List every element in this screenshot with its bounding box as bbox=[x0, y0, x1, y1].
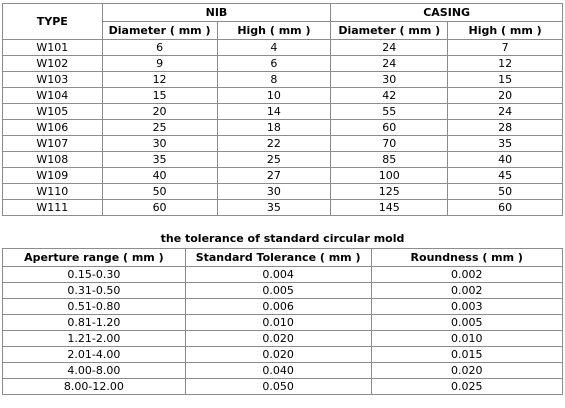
cell-range: 4.00-8.00 bbox=[3, 363, 186, 379]
cell-cas-d: 85 bbox=[331, 152, 448, 168]
cell-tolerance: 0.004 bbox=[185, 267, 371, 283]
cell-cas-d: 30 bbox=[331, 72, 448, 88]
cell-nib-d: 25 bbox=[102, 120, 217, 136]
cell-nib-h: 14 bbox=[217, 104, 331, 120]
subheader-nib-high: High ( mm ) bbox=[217, 22, 331, 40]
cell-nib-h: 6 bbox=[217, 56, 331, 72]
cell-cas-h: 40 bbox=[448, 152, 563, 168]
table-row bbox=[3, 152, 563, 168]
cell-type: W107 bbox=[3, 136, 103, 152]
cell-roundness: 0.010 bbox=[371, 331, 562, 347]
cell-cas-h: 15 bbox=[448, 72, 563, 88]
cell-range: 0.51-0.80 bbox=[3, 299, 186, 315]
header-type: TYPE bbox=[3, 4, 103, 40]
cell-tolerance: 0.050 bbox=[185, 379, 371, 395]
table-row bbox=[3, 379, 563, 395]
cell-nib-d: 9 bbox=[102, 56, 217, 72]
header-aperture-range: Aperture range ( mm ) bbox=[3, 249, 186, 267]
table-row bbox=[3, 347, 563, 363]
cell-nib-h: 25 bbox=[217, 152, 331, 168]
cell-cas-d: 145 bbox=[331, 200, 448, 216]
header-casing: CASING bbox=[331, 4, 563, 22]
tolerance-caption: the tolerance of standard circular mold bbox=[160, 232, 405, 245]
cell-cas-d: 55 bbox=[331, 104, 448, 120]
cell-cas-d: 125 bbox=[331, 184, 448, 200]
table-row bbox=[3, 56, 563, 72]
table-row bbox=[3, 136, 563, 152]
cell-roundness: 0.002 bbox=[371, 283, 562, 299]
cell-cas-h: 60 bbox=[448, 200, 563, 216]
cell-nib-d: 20 bbox=[102, 104, 217, 120]
cell-nib-h: 8 bbox=[217, 72, 331, 88]
table-row bbox=[3, 315, 563, 331]
cell-nib-d: 50 bbox=[102, 184, 217, 200]
cell-cas-h: 7 bbox=[448, 40, 563, 56]
cell-cas-d: 42 bbox=[331, 88, 448, 104]
cell-cas-d: 24 bbox=[331, 56, 448, 72]
table-row bbox=[3, 283, 563, 299]
cell-type: W102 bbox=[3, 56, 103, 72]
cell-tolerance: 0.005 bbox=[185, 283, 371, 299]
cell-type: W101 bbox=[3, 40, 103, 56]
cell-type: W109 bbox=[3, 168, 103, 184]
cell-roundness: 0.015 bbox=[371, 347, 562, 363]
cell-tolerance: 0.020 bbox=[185, 331, 371, 347]
cell-roundness: 0.020 bbox=[371, 363, 562, 379]
tolerance-table bbox=[2, 248, 563, 395]
cell-cas-d: 100 bbox=[331, 168, 448, 184]
table-row bbox=[3, 168, 563, 184]
table-row bbox=[3, 299, 563, 315]
cell-nib-d: 12 bbox=[102, 72, 217, 88]
cell-type: W108 bbox=[3, 152, 103, 168]
cell-tolerance: 0.010 bbox=[185, 315, 371, 331]
cell-nib-d: 40 bbox=[102, 168, 217, 184]
cell-cas-h: 20 bbox=[448, 88, 563, 104]
cell-cas-d: 70 bbox=[331, 136, 448, 152]
cell-type: W104 bbox=[3, 88, 103, 104]
cell-cas-h: 24 bbox=[448, 104, 563, 120]
cell-type: W105 bbox=[3, 104, 103, 120]
cell-nib-h: 27 bbox=[217, 168, 331, 184]
header-standard-tolerance: Standard Tolerance ( mm ) bbox=[185, 249, 371, 267]
cell-tolerance: 0.020 bbox=[185, 347, 371, 363]
cell-nib-d: 60 bbox=[102, 200, 217, 216]
cell-cas-d: 60 bbox=[331, 120, 448, 136]
cell-nib-d: 30 bbox=[102, 136, 217, 152]
table-row bbox=[3, 40, 563, 56]
header-roundness: Roundness ( mm ) bbox=[371, 249, 562, 267]
subheader-casing-high: High ( mm ) bbox=[448, 22, 563, 40]
cell-tolerance: 0.040 bbox=[185, 363, 371, 379]
table-row bbox=[3, 267, 563, 283]
cell-type: W111 bbox=[3, 200, 103, 216]
cell-roundness: 0.003 bbox=[371, 299, 562, 315]
cell-range: 0.15-0.30 bbox=[3, 267, 186, 283]
table-row bbox=[3, 120, 563, 136]
subheader-casing-diameter: Diameter ( mm ) bbox=[331, 22, 448, 40]
cell-roundness: 0.025 bbox=[371, 379, 562, 395]
cell-cas-d: 24 bbox=[331, 40, 448, 56]
header-nib: NIB bbox=[102, 4, 331, 22]
table-row bbox=[3, 88, 563, 104]
cell-type: W103 bbox=[3, 72, 103, 88]
cell-tolerance: 0.006 bbox=[185, 299, 371, 315]
cell-cas-h: 35 bbox=[448, 136, 563, 152]
cell-nib-h: 30 bbox=[217, 184, 331, 200]
cell-nib-d: 15 bbox=[102, 88, 217, 104]
cell-range: 8.00-12.00 bbox=[3, 379, 186, 395]
table-row bbox=[3, 104, 563, 120]
cell-nib-h: 35 bbox=[217, 200, 331, 216]
table-row bbox=[3, 72, 563, 88]
cell-nib-h: 18 bbox=[217, 120, 331, 136]
table-row bbox=[3, 184, 563, 200]
mold-size-table bbox=[2, 3, 563, 216]
cell-range: 2.01-4.00 bbox=[3, 347, 186, 363]
cell-nib-d: 6 bbox=[102, 40, 217, 56]
cell-range: 1.21-2.00 bbox=[3, 331, 186, 347]
cell-cas-h: 45 bbox=[448, 168, 563, 184]
cell-type: W110 bbox=[3, 184, 103, 200]
cell-range: 0.81-1.20 bbox=[3, 315, 186, 331]
cell-nib-h: 4 bbox=[217, 40, 331, 56]
cell-cas-h: 12 bbox=[448, 56, 563, 72]
cell-cas-h: 28 bbox=[448, 120, 563, 136]
table-row bbox=[3, 200, 563, 216]
cell-nib-h: 10 bbox=[217, 88, 331, 104]
cell-roundness: 0.005 bbox=[371, 315, 562, 331]
cell-roundness: 0.002 bbox=[371, 267, 562, 283]
subheader-nib-diameter: Diameter ( mm ) bbox=[102, 22, 217, 40]
cell-cas-h: 50 bbox=[448, 184, 563, 200]
cell-range: 0.31-0.50 bbox=[3, 283, 186, 299]
table-row bbox=[3, 331, 563, 347]
cell-nib-h: 22 bbox=[217, 136, 331, 152]
cell-nib-d: 35 bbox=[102, 152, 217, 168]
table-row bbox=[3, 363, 563, 379]
cell-type: W106 bbox=[3, 120, 103, 136]
